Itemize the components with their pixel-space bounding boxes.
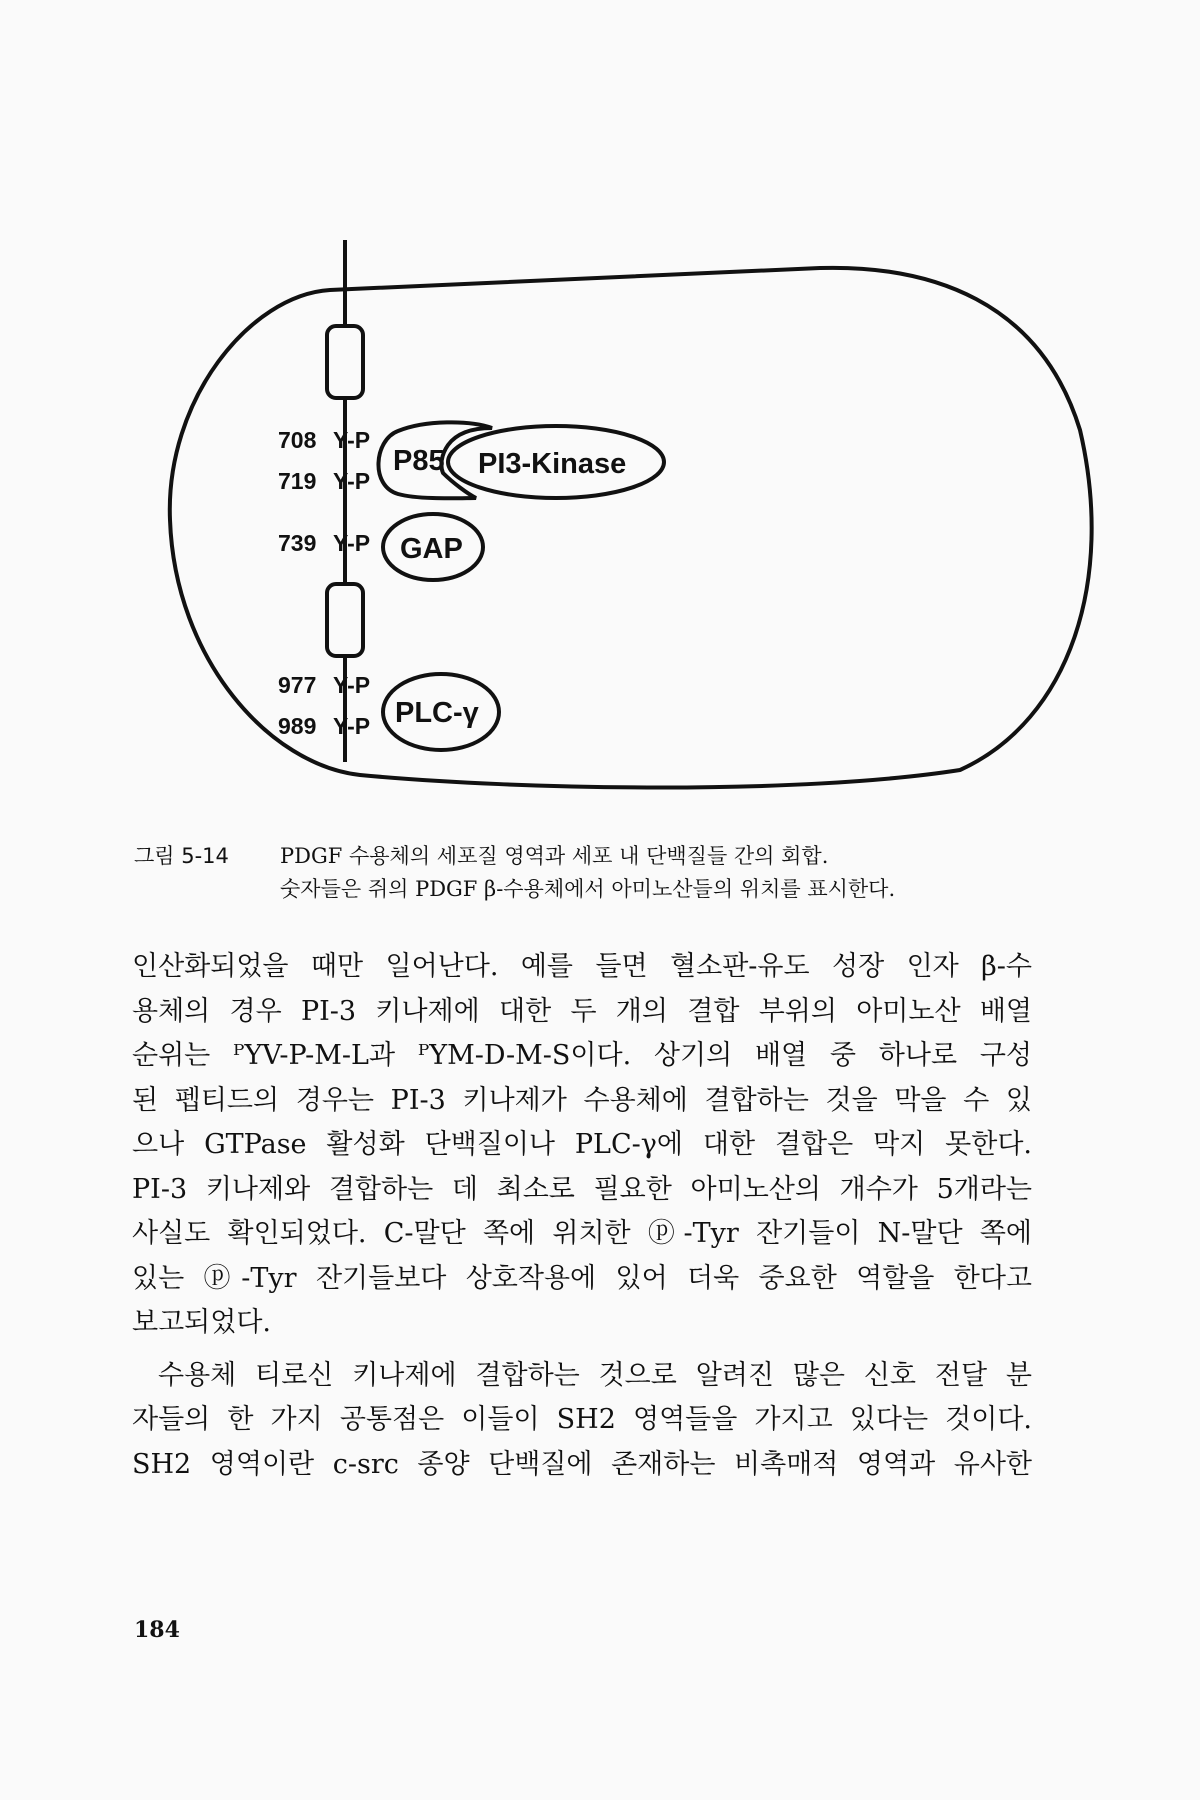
pdgf-receptor-figure <box>0 0 1200 830</box>
body-line: 있는 ⓟ-Tyr 잔기들보다 상호작용에 있어 더욱 중요한 역할을 한다고 <box>132 1262 1032 1294</box>
caption-line-1: PDGF 수용체의 세포질 영역과 세포 내 단백질들 간의 회합. <box>280 844 829 868</box>
body-line: 순위는 ᴾYV-P-M-L과 ᴾYM-D-M-S이다. 상기의 배열 중 하나로 구성 <box>132 1040 1032 1071</box>
body-line: SH2 영역이란 c-src 종양 단백질에 존재하는 비촉매적 영역과 유사한 <box>132 1448 1032 1480</box>
receptor-domain-lower <box>327 584 363 656</box>
caption-row-1 <box>134 840 895 873</box>
caption-row-2 <box>134 873 895 906</box>
body-line: 으나 GTPase 활성화 단백질이나 PLC-γ에 대한 결합은 막지 못한다. <box>132 1129 1032 1160</box>
figure-number: 그림 5-14 <box>134 844 229 868</box>
residue-989-position: 989 <box>278 713 317 739</box>
residue-719-position: 719 <box>278 468 317 494</box>
cell-outline <box>170 268 1092 788</box>
caption-line-2: 숫자들은 쥐의 PDGF β-수용체에서 아미노산들의 위치를 표시한다. <box>280 877 896 901</box>
residue-977-position: 977 <box>278 672 317 698</box>
plc-gamma-label: PLC-γ <box>395 697 479 729</box>
p85-label: P85 <box>393 445 445 477</box>
residue-708-label: Y-P <box>333 427 371 453</box>
body-line: 자들의 한 가지 공통점은 이들이 SH2 영역들을 가지고 있다는 것이다. <box>132 1404 1032 1435</box>
receptor-domain-upper <box>327 326 363 398</box>
body-line: 인산화되었을 때만 일어난다. 예를 들면 혈소판-유도 성장 인자 β-수 <box>132 951 1032 982</box>
body-line: 용체의 경우 PI-3 키나제에 대한 두 개의 결합 부위의 아미노산 배열 <box>132 995 1032 1027</box>
body-line: 수용체 티로신 키나제에 결합하는 것으로 알려진 많은 신호 전달 분 <box>158 1359 1032 1391</box>
figure-caption <box>134 840 895 906</box>
page-number: 184 <box>134 1617 180 1643</box>
gap-label: GAP <box>400 533 463 565</box>
residue-989-label: Y-P <box>333 713 371 739</box>
body-line: PI-3 키나제와 결합하는 데 최소로 필요한 아미노산의 개수가 5개라는 <box>132 1173 1032 1205</box>
body-line: 보고되었다. <box>132 1307 271 1338</box>
residue-739-label: Y-P <box>333 530 371 556</box>
residue-739-position: 739 <box>278 530 317 556</box>
residue-708-position: 708 <box>278 427 317 453</box>
body-text <box>132 945 1032 1487</box>
pi3-kinase-label: PI3-Kinase <box>478 448 627 480</box>
residue-719-label: Y-P <box>333 468 371 494</box>
body-line: 된 펩티드의 경우는 PI-3 키나제가 수용체에 결합하는 것을 막을 수 있 <box>132 1084 1032 1116</box>
body-line: 사실도 확인되었다. C-말단 쪽에 위치한 ⓟ-Tyr 잔기들이 N-말단 쪽에 <box>132 1218 1032 1249</box>
residue-977-label: Y-P <box>333 672 371 698</box>
